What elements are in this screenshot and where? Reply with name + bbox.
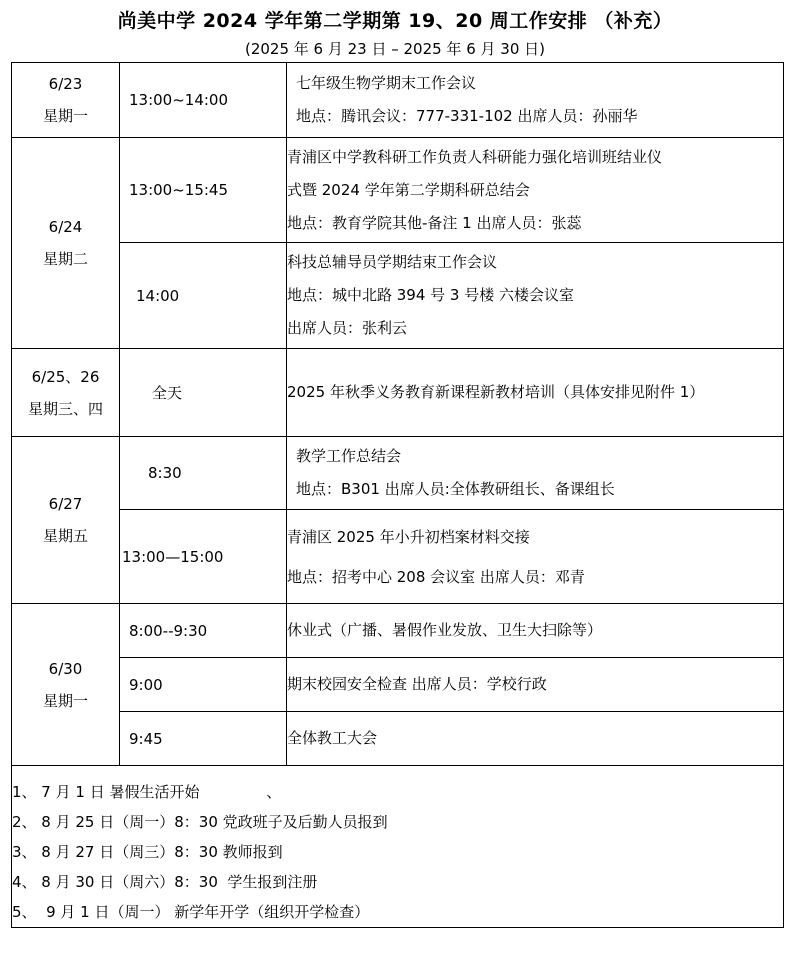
content-cell	[287, 604, 784, 658]
weekday-label: 星期五	[42, 527, 88, 545]
event-detail: 地点：招考中心 208 会议室 出席人员：邓青	[287, 567, 585, 586]
time-cell: 13:00~14:00	[120, 63, 287, 138]
event-title: 科技总辅导员学期结束工作会议	[287, 253, 498, 271]
date-label: 6/25、26	[31, 367, 100, 386]
table-row	[12, 138, 784, 243]
time-cell: 13:00—15:00	[120, 510, 287, 604]
event-title: 青浦区中学教科研工作负责人科研能力强化培训班结业仪	[287, 147, 663, 166]
event-attendee: 出席人员：张利云	[287, 319, 408, 337]
time-cell: 全天	[120, 349, 287, 437]
note-item: 5、 9 月 1 日（周一） 新学年开学（组织开学检查）	[12, 903, 370, 921]
table-row	[12, 243, 784, 349]
event-detail: 地点：教育学院其他-备注 1 出席人员：张蕊	[287, 213, 582, 232]
date-cell	[12, 437, 120, 604]
schedule-table	[11, 62, 784, 928]
time-cell: 8:00--9:30	[120, 604, 287, 658]
content-cell	[287, 510, 784, 604]
note-item: 2、 8 月 25 日（周一）8：30 党政班子及后勤人员报到	[12, 813, 388, 831]
notes-row	[12, 766, 784, 928]
event-detail: 地点：B301 出席人员:全体教研组长、备课组长	[296, 480, 615, 498]
date-label: 6/24	[48, 218, 83, 236]
event-title: 期末校园安全检查 出席人员：学校行政	[287, 675, 547, 693]
weekday-label: 星期三、四	[27, 399, 103, 418]
table-row	[12, 349, 784, 437]
time-cell: 14:00	[120, 243, 287, 349]
table-row	[12, 437, 784, 510]
note-item: 3、 8 月 27 日（周三）8：30 教师报到	[12, 843, 283, 861]
content-cell	[287, 138, 784, 243]
event-detail: 地点：腾讯会议：777-331-102 出席人员：孙丽华	[296, 107, 638, 125]
date-cell	[12, 604, 120, 766]
content-cell	[287, 712, 784, 766]
content-cell	[287, 243, 784, 349]
table-row	[12, 63, 784, 138]
note-item: 4、 8 月 30 日（周六）8：30 学生报到注册	[12, 873, 318, 891]
content-cell	[287, 349, 784, 437]
weekday-label: 星期一	[42, 691, 88, 710]
date-cell	[12, 138, 120, 349]
date-label: 6/27	[48, 495, 83, 513]
content-cell	[287, 437, 784, 510]
date-cell	[12, 63, 120, 138]
weekday-label: 星期二	[42, 250, 88, 268]
event-title: 2025 年秋季义务教育新课程新教材培训（具体安排见附件 1）	[287, 383, 705, 401]
date-range-subtitle: (2025 年 6 月 23 日 – 2025 年 6 月 30 日)	[244, 40, 546, 58]
date-label: 6/30	[48, 659, 83, 678]
table-row	[12, 604, 784, 658]
event-title: 全体教工大会	[287, 729, 378, 747]
time-cell: 13:00~15:45	[120, 138, 287, 243]
time-cell: 8:30	[120, 437, 287, 510]
table-row	[12, 712, 784, 766]
event-detail: 地点：城中北路 394 号 3 号楼 六楼会议室	[287, 286, 575, 304]
event-title: 休业式（广播、暑假作业发放、卫生大扫除等）	[287, 621, 603, 639]
content-cell	[287, 63, 784, 138]
event-title: 青浦区 2025 年小升初档案材料交接	[287, 527, 530, 546]
event-title-cont: 式暨 2024 学年第二学期科研总结会	[287, 180, 530, 199]
event-title: 七年级生物学期末工作会议	[296, 74, 477, 92]
time-cell: 9:45	[120, 712, 287, 766]
page-title: 尚美中学 2024 学年第二学期第 19、20 周工作安排 （补充）	[117, 10, 673, 32]
date-cell	[12, 349, 120, 437]
date-label: 6/23	[48, 75, 83, 93]
notes-cell	[12, 766, 784, 928]
note-item: 1、 7 月 1 日 暑假生活开始 、	[12, 783, 282, 801]
event-title: 教学工作总结会	[296, 447, 402, 465]
weekday-label: 星期一	[42, 107, 88, 125]
content-cell	[287, 658, 784, 712]
table-row	[12, 510, 784, 604]
time-cell: 9:00	[120, 658, 287, 712]
table-row	[12, 658, 784, 712]
